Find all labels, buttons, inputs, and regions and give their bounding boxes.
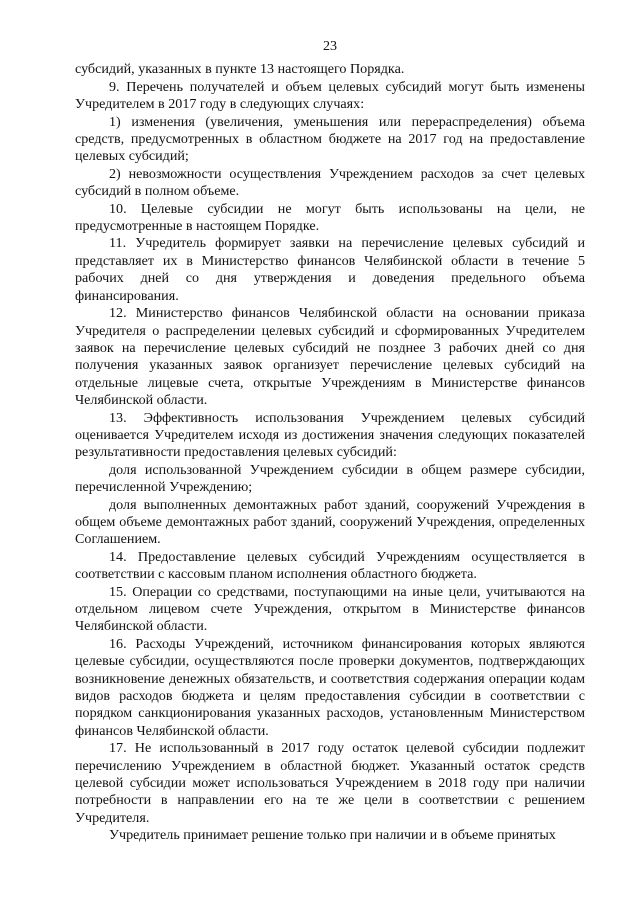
paragraph-subitem-1: 1) изменения (увеличения, уменьшения или перераспределения) объема средств, предусмотренных в областном бюджете на 2017 год на предоставление целевых субсидий; xyxy=(75,113,585,165)
paragraph-item-9: 9. Перечень получателей и объем целевых субсидий могут быть изменены Учредителем в 2017 году в следующих случаях: xyxy=(75,78,585,113)
paragraph-item-13: 13. Эффективность использования Учреждением целевых субсидий оценивается Учредителем исходя из достижения значения следующих показателей результативности предоставления целевых субсидий: xyxy=(75,409,585,461)
paragraph-item-10: 10. Целевые субсидии не могут быть использованы на цели, не предусмотренные в настоящем Порядке. xyxy=(75,200,585,235)
paragraph-subitem-2: 2) невозможности осуществления Учреждением расходов за счет целевых субсидий в полном объеме. xyxy=(75,165,585,200)
paragraph-continuation: субсидий, указанных в пункте 13 настоящего Порядка. xyxy=(75,61,405,78)
paragraph-item-14: 14. Предоставление целевых субсидий Учреждениям осуществляется в соответствии с кассовым планом исполнения областного бюджета. xyxy=(75,548,585,583)
paragraph-item-17: 17. Не использованный в 2017 году остаток целевой субсидии подлежит перечислению Учреждением в областной бюджет. Указанный остаток средств целевой субсидии может использоваться Учреждением в 2018 году при наличии потребности в направлении его на те же цели в соответствии с решением Учредителя. xyxy=(75,740,585,826)
paragraph-item-11: 11. Учредитель формирует заявки на перечисление целевых субсидий и представляет их в Министерство финансов Челябинской области в течение 5 рабочих дней со дня утверждения и доведения предельного объема финансирования. xyxy=(75,235,585,304)
page-number: 23 xyxy=(322,38,338,54)
paragraph-indicator-2: доля выполненных демонтажных работ зданий, сооружений Учреждения в общем объеме демонтажных работ зданий, сооружений Учреждения, определенных Соглашением. xyxy=(75,496,585,548)
paragraph-item-12: 12. Министерство финансов Челябинской области на основании приказа Учредителя о распределении целевых субсидий и сформированных Учредителем заявок на перечисление целевых субсидий не позднее 3 рабочих дней со дня получения указанных заявок организует перечисление целевых субсидий на отдельные лицевые счета, открытые Учреждениям в Министерстве финансов Челябинской области. xyxy=(75,305,585,409)
paragraph-final: Учредитель принимает решение только при наличии и в объеме принятых xyxy=(109,827,556,844)
document-page xyxy=(75,38,585,845)
paragraph-item-15: 15. Операции со средствами, поступающими на иные цели, учитываются на отдельном лицевом счете Учреждения, открытом в Министерстве финансов Челябинской области. xyxy=(75,583,585,635)
paragraph-item-16: 16. Расходы Учреждений, источником финансирования которых являются целевые субсидии, осуществляются после проверки документов, подтверждающих возникновение денежных обязательств, и соответствия содержания операции кодам видов расходов бюджета и целям предоставления субсидии в соответствии с порядком санкционирования указанных расходов, установленным Министерством финансов Челябинской области. xyxy=(75,635,585,739)
paragraph-indicator-1: доля использованной Учреждением субсидии в общем размере субсидии, перечисленной Учреждению; xyxy=(75,461,585,496)
